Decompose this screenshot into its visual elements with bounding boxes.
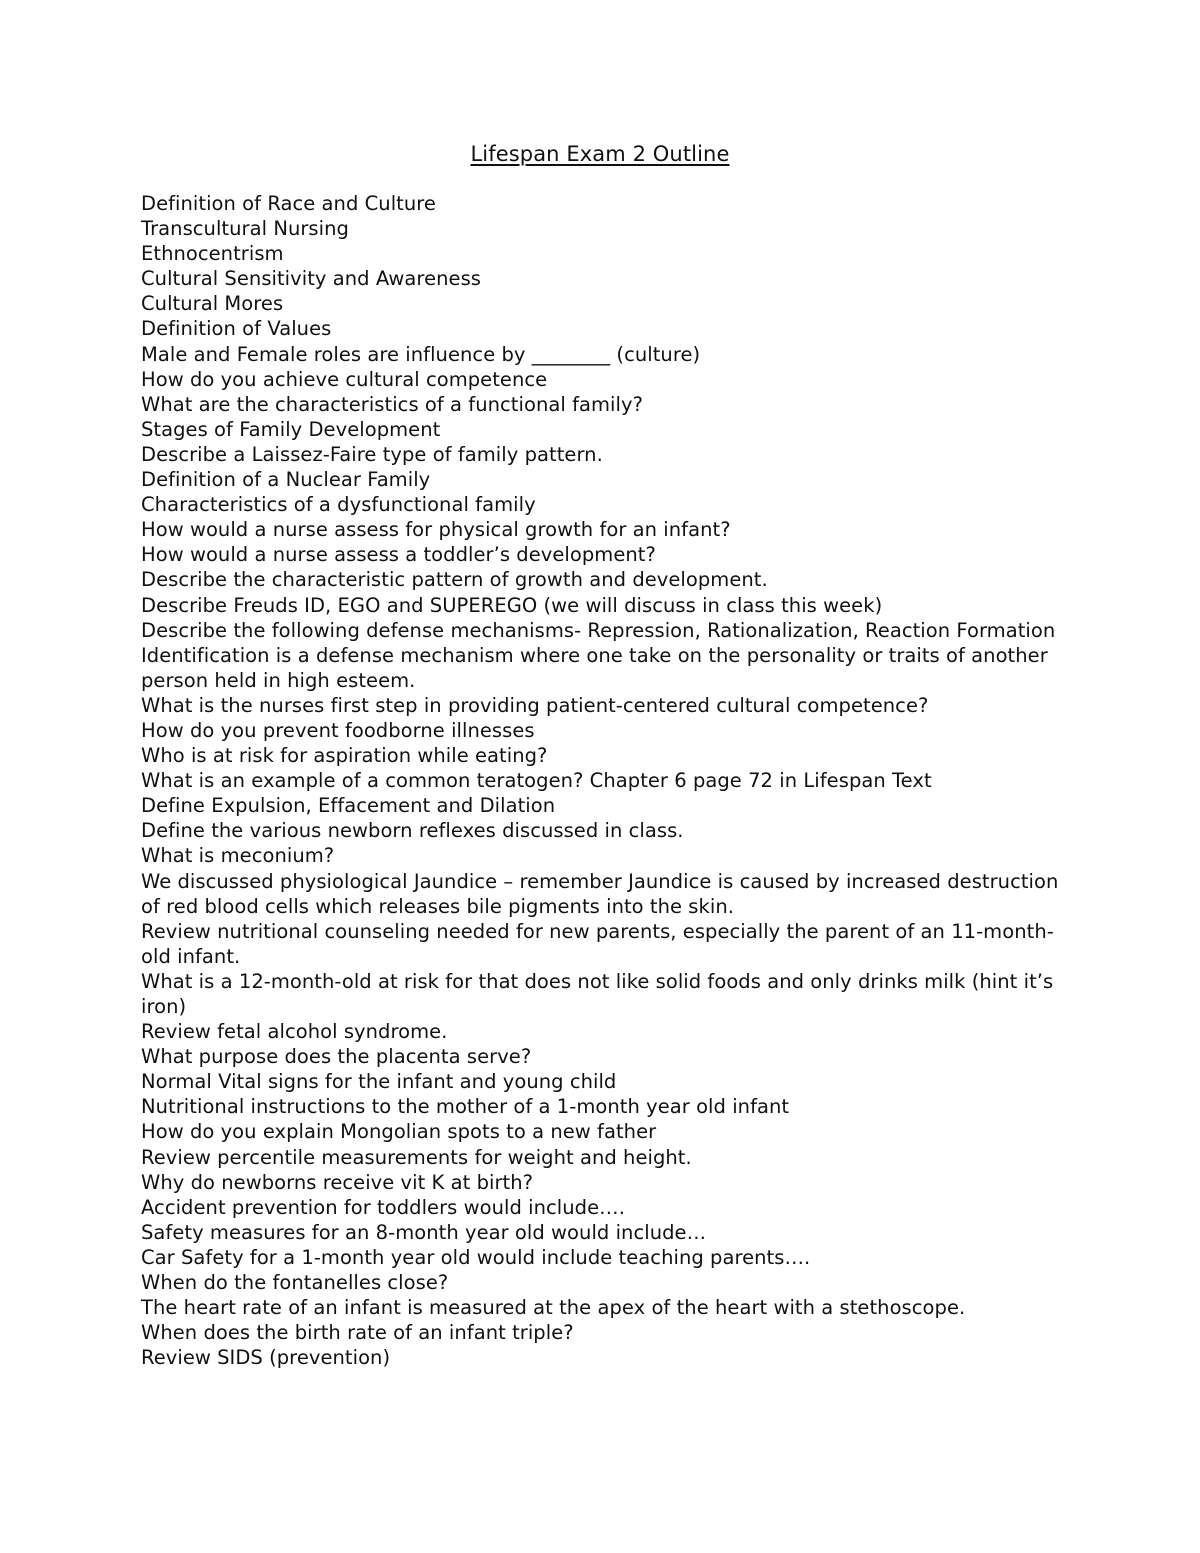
outline-item: Stages of Family Development xyxy=(141,417,441,441)
outline-item: Review nutritional counseling needed for new parents, especially the parent of an 11-month-old infant. xyxy=(141,919,1054,968)
outline-item: Describe the following defense mechanisms- Repression, Rationalization, Reaction Formation xyxy=(141,618,1056,642)
outline-item: What is the nurses first step in providing patient-centered cultural competence? xyxy=(141,693,929,717)
outline-item: Nutritional instructions to the mother of a 1-month year old infant xyxy=(141,1095,790,1119)
outline-item: Cultural Mores xyxy=(141,292,284,316)
outline-item: Transcultural Nursing xyxy=(141,217,349,241)
outline-item: Why do newborns receive vit K at birth? xyxy=(141,1170,534,1194)
outline-item: Normal Vital signs for the infant and young child xyxy=(141,1070,617,1094)
outline-item: Identification is a defense mechanism where one take on the personality or traits of another person held in high esteem. xyxy=(141,643,1048,692)
outline-item: Describe a Laissez-Faire type of family pattern. xyxy=(141,442,603,466)
outline-item: We discussed physiological Jaundice – remember Jaundice is caused by increased destruction of red blood cells which releases bile pigments into the skin. xyxy=(141,869,1059,918)
outline-item: Car Safety for a 1-month year old would include teaching parents…. xyxy=(141,1245,811,1269)
outline-item: Ethnocentrism xyxy=(141,242,284,266)
outline-item: Review percentile measurements for weight and height. xyxy=(141,1145,692,1169)
outline-item: How would a nurse assess for physical growth for an infant? xyxy=(141,518,731,542)
outline-item: How do you explain Mongolian spots to a new father xyxy=(141,1120,657,1144)
outline-item: What is a 12-month-old at risk for that does not like solid foods and only drinks milk (hint it’s iron) xyxy=(141,969,1054,1018)
outline-item: Define the various newborn reflexes discussed in class. xyxy=(141,819,684,843)
outline-item: Definition of Values xyxy=(141,317,332,341)
outline-item: Describe Freuds ID, EGO and SUPEREGO (we will discuss in class this week) xyxy=(141,593,883,617)
outline-item: Definition of Race and Culture xyxy=(141,192,436,215)
outline-item: Characteristics of a dysfunctional family xyxy=(141,493,536,517)
outline-item: Who is at risk for aspiration while eating? xyxy=(141,744,548,768)
outline-item: How do you prevent foodborne illnesses xyxy=(141,718,535,742)
outline-item: Review SIDS (prevention) xyxy=(141,1346,391,1370)
outline-item: How do you achieve cultural competence xyxy=(141,367,548,391)
outline-item: Describe the characteristic pattern of growth and development. xyxy=(141,568,768,592)
outline-list xyxy=(141,191,1061,1370)
outline-item: Definition of a Nuclear Family xyxy=(141,468,431,492)
outline-item: Male and Female roles are influence by ________ (culture) xyxy=(141,342,701,366)
outline-item: The heart rate of an infant is measured at the apex of the heart with a stethoscope. xyxy=(141,1296,966,1320)
outline-item: Accident prevention for toddlers would include…. xyxy=(141,1195,625,1219)
outline-item: What purpose does the placenta serve? xyxy=(141,1045,532,1069)
outline-item: When do the fontanelles close? xyxy=(141,1271,449,1295)
document-title: Lifespan Exam 2 Outline xyxy=(470,142,730,166)
outline-item: Safety measures for an 8-month year old would include… xyxy=(141,1220,707,1244)
outline-item: What is an example of a common teratogen? Chapter 6 page 72 in Lifespan Text xyxy=(141,769,932,793)
outline-item: Review fetal alcohol syndrome. xyxy=(141,1020,448,1044)
outline-item: How would a nurse assess a toddler’s development? xyxy=(141,543,656,567)
outline-item: Cultural Sensitivity and Awareness xyxy=(141,267,481,291)
outline-item: Define Expulsion, Effacement and Dilation xyxy=(141,794,556,818)
outline-item: What are the characteristics of a functional family? xyxy=(141,392,643,416)
outline-item: What is meconium? xyxy=(141,844,335,868)
outline-item: When does the birth rate of an infant triple? xyxy=(141,1321,574,1345)
